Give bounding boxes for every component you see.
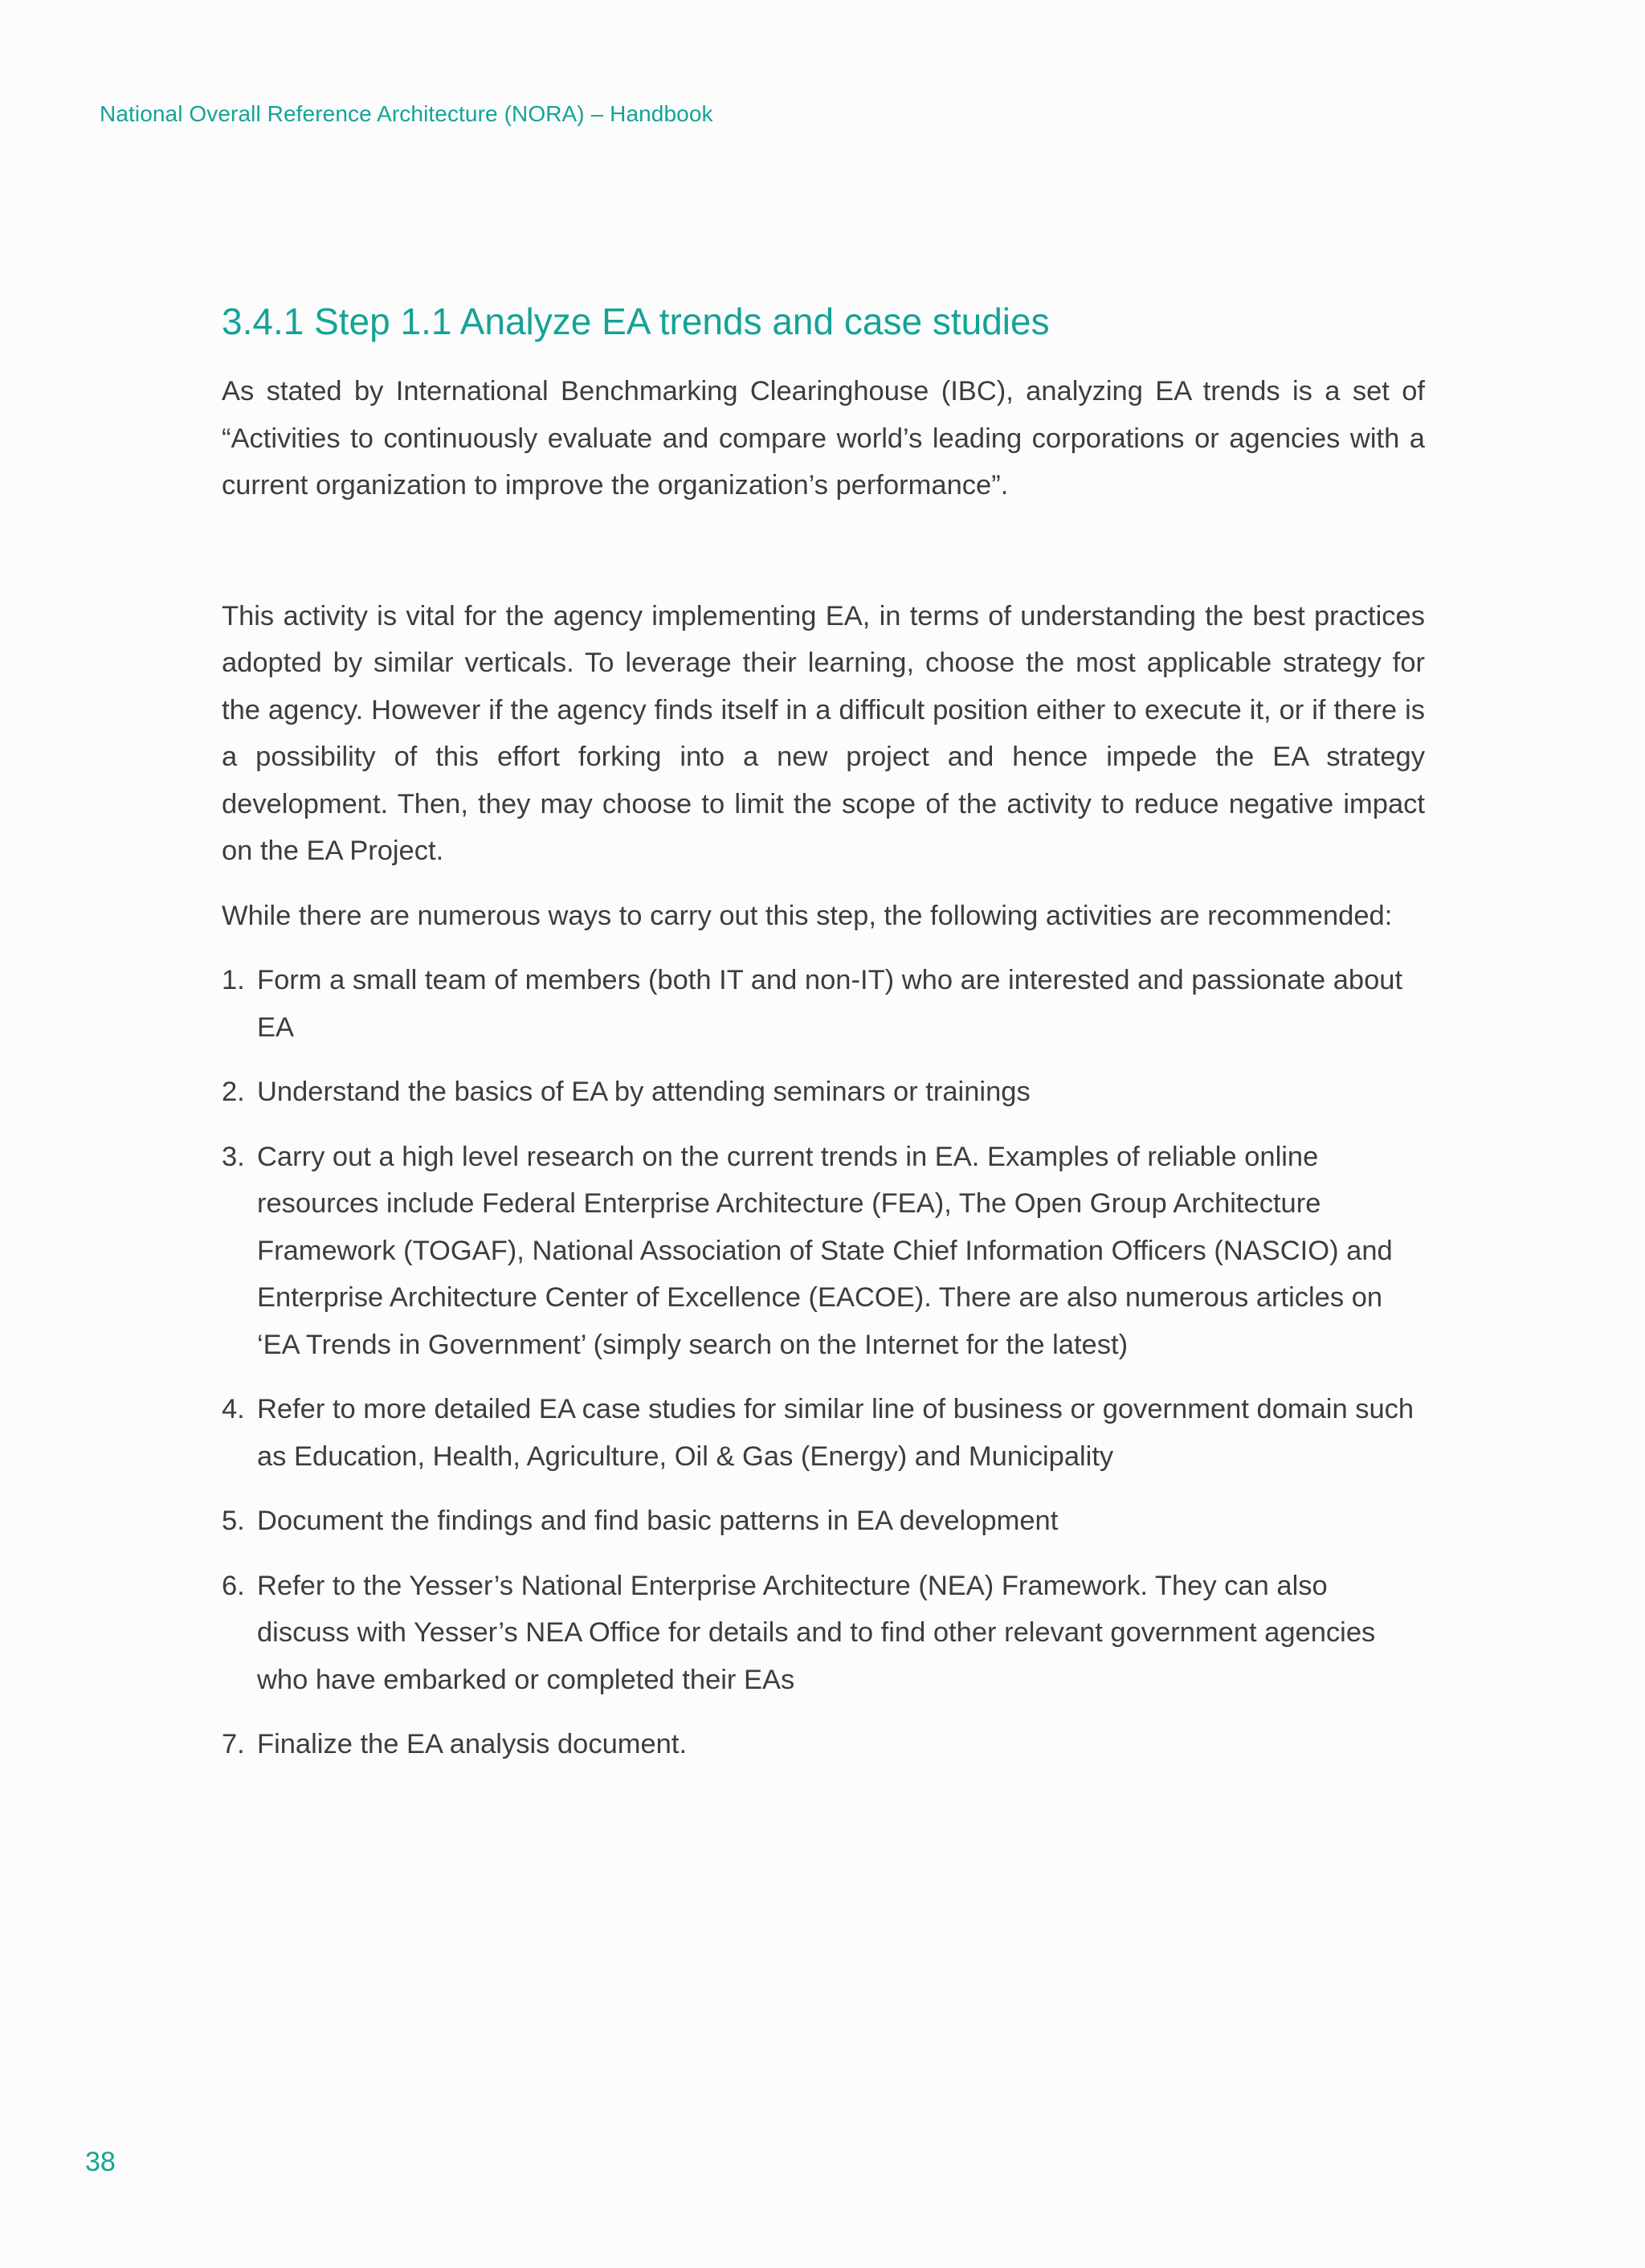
list-item-number: 3. (222, 1141, 245, 1172)
list-item (222, 957, 1425, 1051)
list-item-number: 4. (222, 1394, 245, 1424)
running-header: National Overall Reference Architecture (NORA) – Handbook (100, 101, 713, 126)
list-item (222, 1134, 1425, 1369)
body-paragraph: This activity is vital for the agency implementing EA, in terms of understanding the best practices adopted by similar verticals. To leverage their learning, choose the most applicable strategy for the agency. However if the agency finds itself in a difficult position either to execute it, or if there is a possibility of this effort forking into a new project and hence impede the EA strategy development. Then, they may choose to limit the scope of the activity to reduce negative impact on the EA Project. (222, 600, 1425, 866)
recommended-activities-list (222, 957, 1425, 1768)
list-lead-paragraph: While there are numerous ways to carry out this step, the following activities are recommended: (222, 900, 1393, 931)
list-item (222, 1721, 1425, 1768)
list-item (222, 1069, 1425, 1116)
list-item-number: 7. (222, 1729, 245, 1759)
list-item (222, 1563, 1425, 1704)
section-title: 3.4.1 Step 1.1 Analyze EA trends and case studies (222, 300, 1050, 342)
list-item-number: 2. (222, 1077, 245, 1107)
list-item-text: Refer to more detailed EA case studies for similar line of business or government domain such as Education, Health, Agriculture, Oil & Gas (Energy) and Municipality (257, 1394, 1414, 1472)
list-item (222, 1498, 1425, 1545)
list-item-text: Document the findings and find basic patterns in EA development (257, 1506, 1059, 1536)
list-item-text: Refer to the Yesser’s National Enterprise Architecture (NEA) Framework. They can also discuss with Yesser’s NEA Office for details and to find other relevant government agencies who have embarked or completed their EAs (257, 1570, 1376, 1695)
list-item-number: 5. (222, 1506, 245, 1536)
list-item-number: 6. (222, 1570, 245, 1601)
list-item-text: Carry out a high level research on the current trends in EA. Examples of reliable online resources include Federal Enterprise Architecture (FEA), The Open Group Architecture Framework (TOGAF), National Association of State Chief Information Officers (NASCIO) and Enterprise Architecture Center of Excellence (EACOE). There are also numerous articles on ‘EA Trends in Government’ (simply search on the Internet for the latest) (257, 1141, 1393, 1360)
intro-paragraph: As stated by International Benchmarking Clearinghouse (IBC), analyzing EA trends is a set of “Activities to continuously evaluate and compare world’s leading corporations or agencies with a current organization to improve the organization’s performance”. (222, 376, 1425, 501)
main-content (222, 297, 1425, 1786)
list-item-text: Understand the basics of EA by attending seminars or trainings (257, 1077, 1031, 1107)
list-item-text: Finalize the EA analysis document. (257, 1729, 688, 1759)
list-item-text: Form a small team of members (both IT and non-IT) who are interested and passionate about EA (257, 965, 1403, 1043)
list-item-number: 1. (222, 965, 245, 995)
page-number: 38 (85, 2147, 116, 2177)
list-item (222, 1386, 1425, 1480)
